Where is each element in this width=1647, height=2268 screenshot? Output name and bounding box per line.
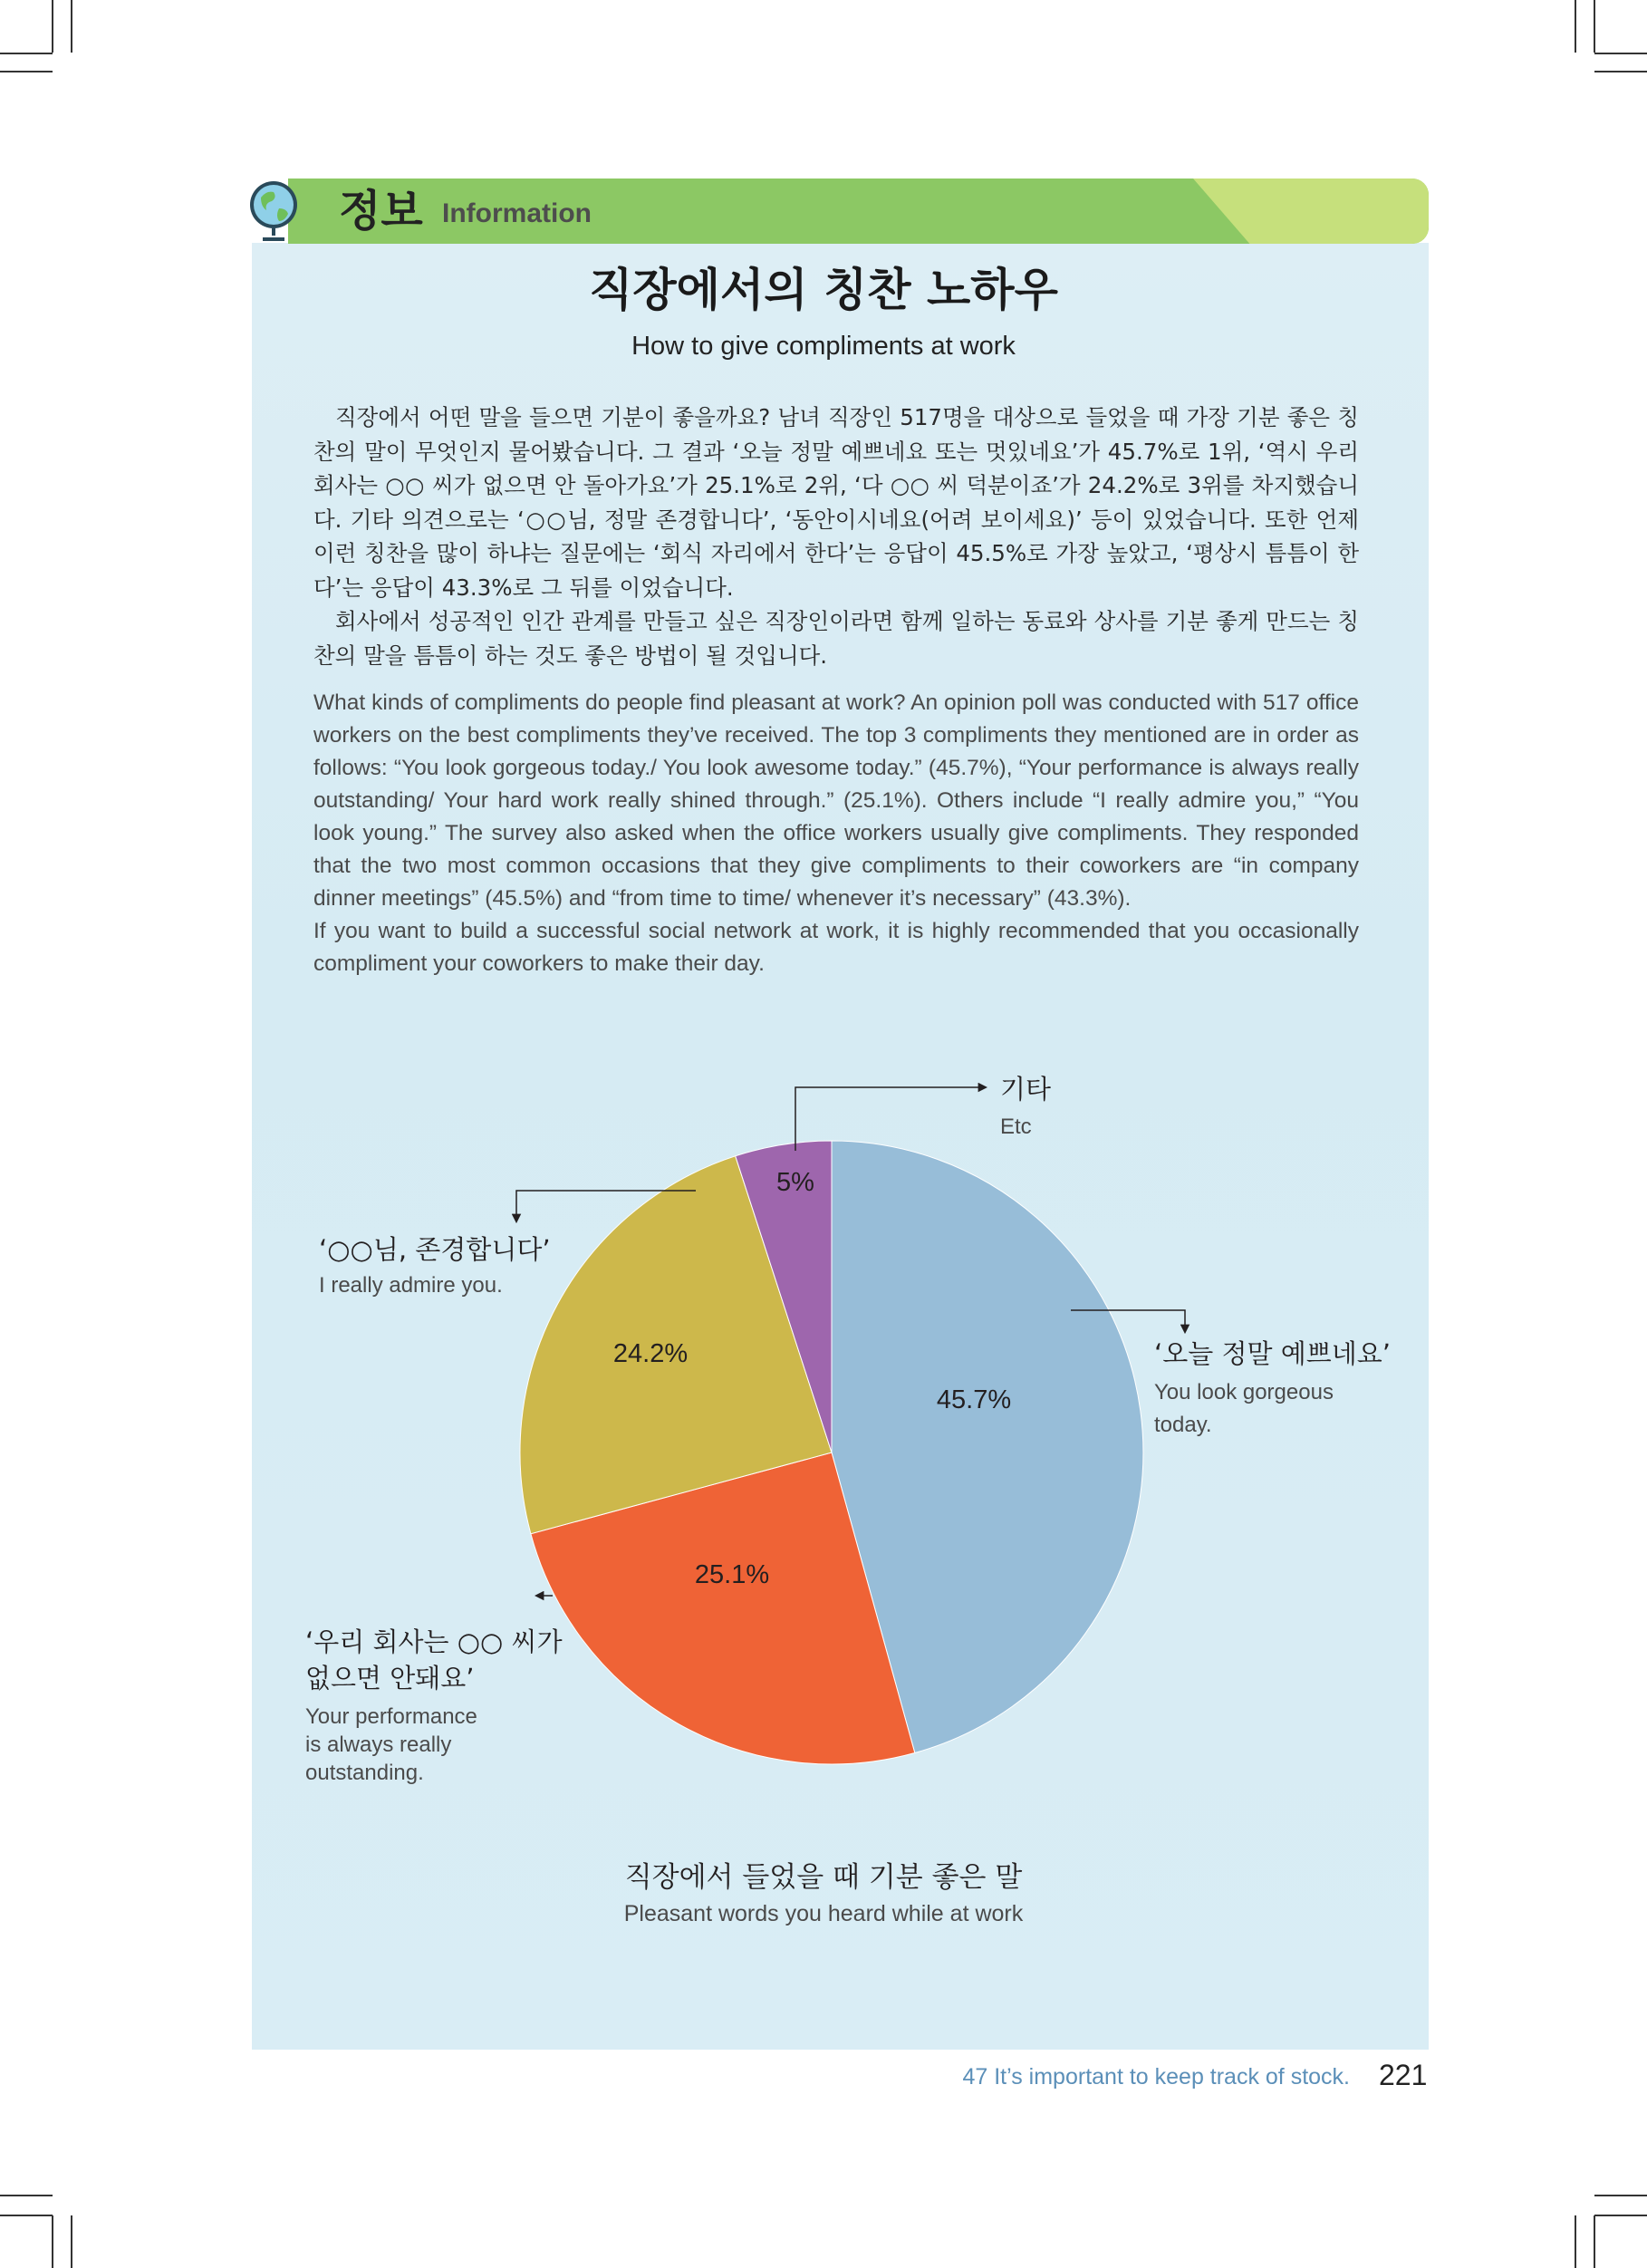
slice-label-gorgeous: 45.7% <box>936 1385 1012 1414</box>
callout-gorgeous-en: You look gorgeous <box>1154 1380 1334 1404</box>
slice-label-etc: 5% <box>776 1168 814 1197</box>
chart-caption-en: Pleasant words you heard while at work <box>623 1901 1024 1926</box>
english-paragraph: If you want to build a successful social network at work, it is highly recommended that you occasionally compliment your coworkers to make their day. <box>313 919 1359 976</box>
page-number: 221 <box>1379 2059 1428 2091</box>
callout-gorgeous-kr: ‘오늘 정말 예쁘네요’ <box>1154 1338 1391 1369</box>
callout-etc-kr: 기타 <box>1000 1074 1052 1105</box>
callout-admire-kr: ‘○○님, 존경합니다’ <box>319 1234 551 1265</box>
korean-paragraph: 직장에서 어떤 말을 들으면 기분이 좋을까요? 남녀 직장인 517명을 대상으로 들었을 때 가장 기분 좋은 칭찬의 말이 무엇인지 물어봤습니다. 그 결과 ‘오늘 정말 예쁘네요 또는 멋있네요’가 45.7%로 1위, ‘역시 우리 회사는 ○○ 씨가 없으면 안 돌아가요’가 25.1%로 2위, ‘다 ○○ 씨 덕분이죠’가 24.2%로 3위를 차지했습니다. 기타 의견으로는 ‘○○님, 정말 존경합니다’, ‘동안이시네요(어려 보이세요)’ 등이 있었습니다. 또한 언제 이런 칭찬을 많이 하냐는 질문에는 ‘회식 자리에서 한다’는 응답이 45.5%로 가장 높았고, ‘평상시 틈틈이 한다’는 응답이 43.3%로 그 뒤를 이었습니다. <box>313 404 1359 601</box>
callout-performance-kr: 없으면 안돼요’ <box>305 1663 475 1694</box>
callout-performance-en: is always really <box>305 1732 452 1757</box>
callout-etc-en: Etc <box>1000 1115 1032 1139</box>
page-title: 직장에서의 칭찬 노하우 <box>589 264 1058 316</box>
callout-performance-en: outstanding. <box>305 1761 424 1785</box>
slice-label-admire: 24.2% <box>612 1339 689 1368</box>
korean-paragraph: 회사에서 성공적인 인간 관계를 만들고 싶은 직장인이라면 함께 일하는 동료와 상사를 기분 좋게 만드는 칭찬의 말을 틈틈이 하는 것도 좋은 방법이 될 것입니다. <box>313 608 1359 669</box>
slice-label-performance: 25.1% <box>694 1560 770 1589</box>
chapter-footer: 47 It’s important to keep track of stock. <box>962 2064 1350 2089</box>
callout-performance-en: Your performance <box>305 1704 477 1729</box>
callout-admire-en: I really admire you. <box>319 1273 503 1298</box>
chart-caption: 직장에서 들었을 때 기분 좋은 말 <box>624 1861 1023 1894</box>
callout-gorgeous-en: today. <box>1154 1413 1212 1437</box>
callout-performance-kr: ‘우리 회사는 ○○ 씨가 <box>305 1626 563 1657</box>
page-subtitle: How to give compliments at work <box>631 332 1016 361</box>
section-label-en: Information <box>442 198 592 228</box>
english-paragraph: What kinds of compliments do people find pleasant at work? An opinion poll was conducted with 517 office workers on the best compliments they’ve received. The top 3 compliments they mentioned are in order as follows: “You look gorgeous today./ You look awesome today.” (45.7%), “Your performance is always really outstanding/ Your hard work really shined through.” (25.1%). Others include “I really admire you,” “You look young.” The survey also asked when the office workers usually give compliments. They responded that the two most common occasions that they give compliments to their coworkers are “in company dinner meetings” (45.5%) and “from time to time/ whenever it’s necessary” (43.3%). <box>313 690 1359 911</box>
section-label: 정보 <box>339 186 423 236</box>
